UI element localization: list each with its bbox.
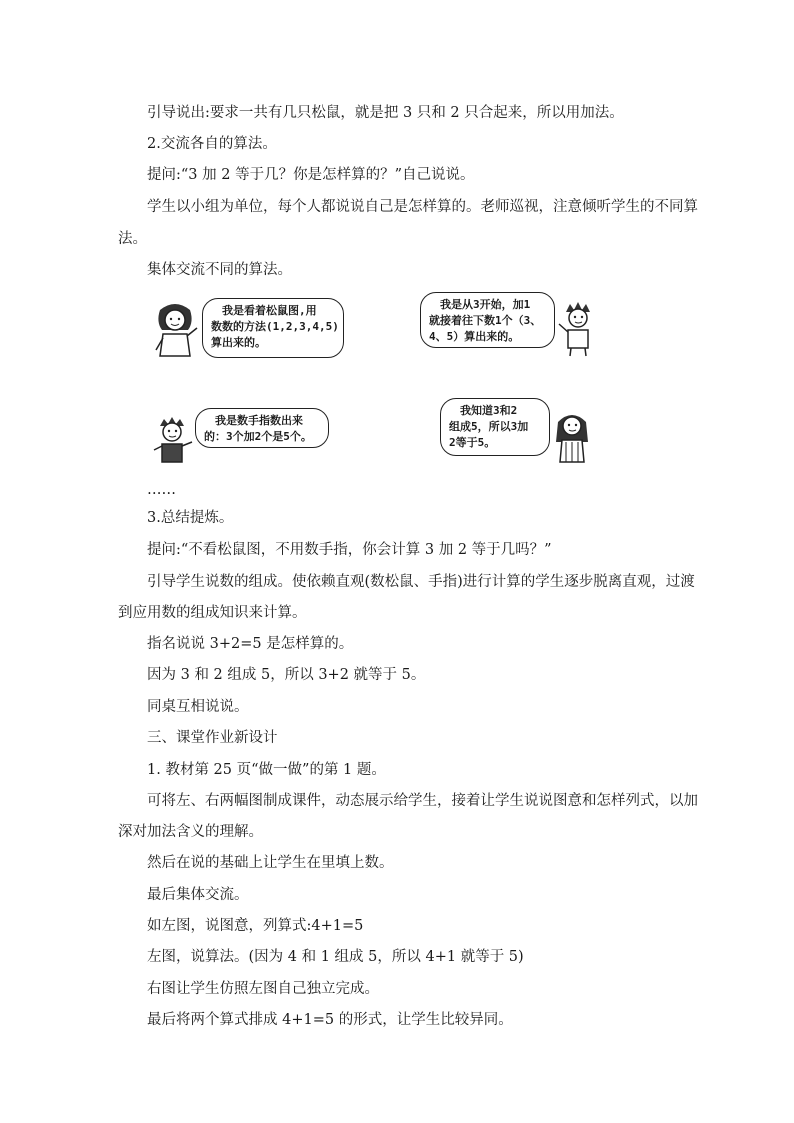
ellipsis: …… bbox=[147, 482, 176, 498]
boy-illustration-2 bbox=[150, 416, 195, 470]
paragraph-fill-numbers: 然后在说的基础上让学生在里填上数。 bbox=[147, 855, 394, 871]
bubble-line: 数数的方法(1,2,3,4,5) bbox=[211, 320, 339, 333]
bubble-line: 2等于5。 bbox=[449, 436, 496, 449]
bubble-line: 的：3个加2个是5个。 bbox=[204, 430, 312, 443]
bubble-line: 我是看着松鼠图,用 bbox=[211, 304, 317, 317]
paragraph-courseware-1: 可将左、右两幅图制成课件，动态展示给学生，接着让学生说说图意和怎样列式，以加 bbox=[147, 793, 698, 809]
bubble-line: 我是数手指数出来 bbox=[204, 414, 303, 427]
paragraph-compare: 最后将两个算式排成 4+1=5 的形式，让学生比较异同。 bbox=[147, 1012, 513, 1028]
paragraph-textbook-page: 1. 教材第 25 页“做一做”的第 1 题。 bbox=[147, 762, 386, 778]
girl-illustration-1 bbox=[150, 300, 200, 364]
bubble-line: 我是从3开始，加1 bbox=[429, 298, 531, 311]
heading-summary: 3.总结提炼。 bbox=[147, 510, 234, 526]
paragraph-collective-exchange: 集体交流不同的算法。 bbox=[147, 262, 292, 278]
heading-classroom-homework: 三、课堂作业新设计 bbox=[147, 730, 278, 746]
paragraph-number-composition-2: 到应用数的组成知识来计算。 bbox=[118, 605, 307, 621]
paragraph-number-composition-1: 引导学生说数的组成。使依赖直观(数松鼠、手指)进行计算的学生逐步脱离直观，过渡 bbox=[147, 574, 695, 590]
paragraph-left-figure: 如左图，说图意，列算式:4+1=5 bbox=[147, 918, 364, 934]
girl-illustration-2 bbox=[552, 408, 592, 468]
speech-bubble-boy-2 bbox=[195, 408, 329, 448]
bubble-line: 4、5）算出来的。 bbox=[429, 330, 520, 343]
paragraph-because: 因为 3 和 2 组成 5，所以 3+2 就等于 5。 bbox=[147, 667, 426, 683]
paragraph-question-2: 提问:“不看松鼠图，不用数手指，你会计算 3 加 2 等于几吗？” bbox=[147, 542, 552, 558]
paragraph-guide-addition: 引导说出:要求一共有几只松鼠，就是把 3 只和 2 只合起来，所以用加法。 bbox=[147, 105, 624, 121]
paragraph-courseware-2: 深对加法含义的理解。 bbox=[118, 824, 263, 840]
bubble-line: 我知道3和2 bbox=[449, 404, 518, 417]
bubble-line: 组成5，所以3加 bbox=[449, 420, 529, 433]
speech-bubble-girl-2 bbox=[440, 398, 550, 456]
paragraph-group-work-2: 法。 bbox=[118, 231, 147, 247]
paragraph-call-on-student: 指名说说 3+2=5 是怎样算的。 bbox=[147, 636, 354, 652]
paragraph-final-exchange: 最后集体交流。 bbox=[147, 887, 249, 903]
speech-bubble-girl-1 bbox=[202, 298, 344, 358]
paragraph-desk-mates: 同桌互相说说。 bbox=[147, 699, 249, 715]
bubble-line: 就接着往下数1个（3、 bbox=[429, 314, 542, 327]
paragraph-left-method: 左图，说算法。(因为 4 和 1 组成 5，所以 4+1 就等于 5) bbox=[147, 949, 524, 965]
paragraph-right-figure: 右图让学生仿照左图自己独立完成。 bbox=[147, 981, 379, 997]
boy-illustration-1 bbox=[556, 300, 601, 362]
paragraph-question: 提问:“3 加 2 等于几？你是怎样算的？”自己说说。 bbox=[147, 167, 475, 183]
paragraph-group-work-1: 学生以小组为单位，每个人都说说自己是怎样算的。老师巡视，注意倾听学生的不同算 bbox=[147, 199, 698, 215]
speech-bubble-boy-1 bbox=[420, 292, 555, 348]
bubble-line: 算出来的。 bbox=[211, 336, 266, 349]
heading-exchange-methods: 2.交流各自的算法。 bbox=[147, 136, 277, 152]
